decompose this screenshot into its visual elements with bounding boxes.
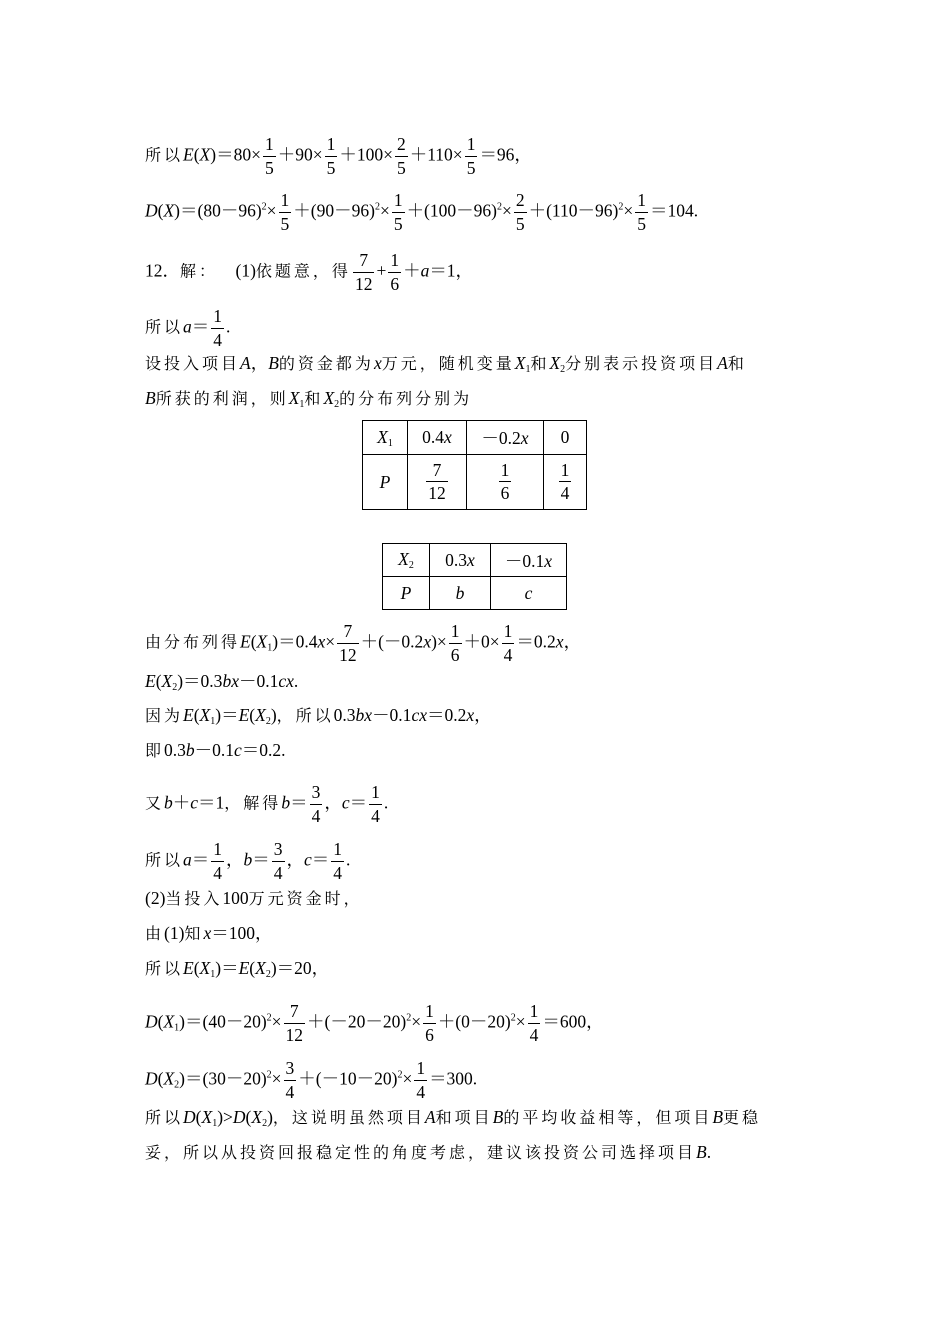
table1-header-val2: －0.2x xyxy=(467,421,544,455)
distribution-table-x1 xyxy=(362,420,587,510)
table1-prob2: $\frac{1}{6}$ xyxy=(467,455,544,510)
line-dx1: $D(X_1)=(40-20)^2\times$ $\frac{7}{12}$ $+(-20-20)^2\times$ $\frac{1}{6}$ $+(0-20)^2\times$ $\frac{1}{4}$ ＝600， xyxy=(145,1001,604,1045)
table2-header-x2: $X_2$ xyxy=(383,544,430,577)
table2-header-val1: 0.3x xyxy=(430,544,491,577)
line-part2: (2)当投入100万元资金时， xyxy=(145,888,363,908)
table2-prob1: b xyxy=(430,577,491,610)
table2-header-val2: －0.1x xyxy=(491,544,567,577)
table1-row-label: P xyxy=(363,455,408,510)
table2-prob2: c xyxy=(491,577,567,610)
line-setup-2: B所获的利润，则$X_1$和$X_2$的分布列分别为 xyxy=(145,388,473,410)
line-expectations-20: 所以$E(X_1)=E(X_2)=20$， xyxy=(145,958,330,980)
table2-row-label: P xyxy=(383,577,430,610)
table1-prob3: $\frac{1}{4}$ xyxy=(544,455,587,510)
line-ex2: $E(X_2)=0.3bx-0.1cx$. xyxy=(145,671,299,693)
line-dx2: $D(X_2)=(30-20)^2\times$ $\frac{3}{4}$ $+(-10-20)^2\times$ $\frac{1}{4}$ ＝300. xyxy=(145,1058,478,1102)
line-solve-bc: 又b＋c＝1，解得b＝ $\frac{3}{4}$ ，c＝ $\frac{1}{4}$ . xyxy=(145,782,389,826)
table1-header-val1: 0.4x xyxy=(408,421,467,455)
line-expectation-x: 所以E(X)＝80× $\frac{1}{5}$ ＋90× $\frac{1}{5}$ ＋100× $\frac{2}{5}$ ＋110× $\frac{1}{5}$ ＝96， xyxy=(145,134,532,178)
table1-header-val3: 0 xyxy=(544,421,587,455)
line-x-value: 由(1)知x＝100， xyxy=(145,923,273,943)
line-conclusion-1: 所以$D(X_1)>D(X_2)$，这说明虽然项目A和项目B的平均收益相等，但项目B更稳 xyxy=(145,1107,762,1129)
line-simplified: 即0.3b－0.1c＝0.2. xyxy=(145,740,286,760)
table1-header-x1: $X_1$ xyxy=(363,421,408,455)
line-abc-result: 所以a＝ $\frac{1}{4}$ ，b＝ $\frac{3}{4}$ ，c＝ $\frac{1}{4}$ . xyxy=(145,839,351,883)
line-equal-expectation: 因为$E(X_1)=E(X_2)$，所以0.3bx－0.1cx＝0.2x， xyxy=(145,705,492,727)
problem-12-header: 12．解： (1)依题意，得 $\frac{7}{12}$ + $\frac{1}{6}$ ＋a＝1， xyxy=(145,250,474,294)
line-a-value: 所以a＝ $\frac{1}{4}$ . xyxy=(145,306,231,350)
line-variance-x: $D(X)=(80-96)^2\times$ $\frac{1}{5}$ $+(90-96)^2\times$ $\frac{1}{5}$ $+(100-96)^2\times$ $\frac{2}{5}$ $+(110-96)^2\times$ $\frac{1}{5}$ ＝104. xyxy=(145,190,699,234)
distribution-table-x2 xyxy=(382,543,567,610)
line-setup-1: 设投入项目A，B的资金都为x万元，随机变量$X_1$和$X_2$分别表示投资项目A和 xyxy=(145,353,747,375)
table1-prob1: $\frac{7}{12}$ xyxy=(408,455,467,510)
line-ex1: 由分布列得$E(X_1)=0.4x\times$ $\frac{7}{12}$ ＋(－0.2x)× $\frac{1}{6}$ ＋0× $\frac{1}{4}$ ＝0.2x， xyxy=(145,621,582,665)
line-conclusion-2: 妥，所以从投资回报稳定性的角度考虑，建议该投资公司选择项目B. xyxy=(145,1142,712,1162)
